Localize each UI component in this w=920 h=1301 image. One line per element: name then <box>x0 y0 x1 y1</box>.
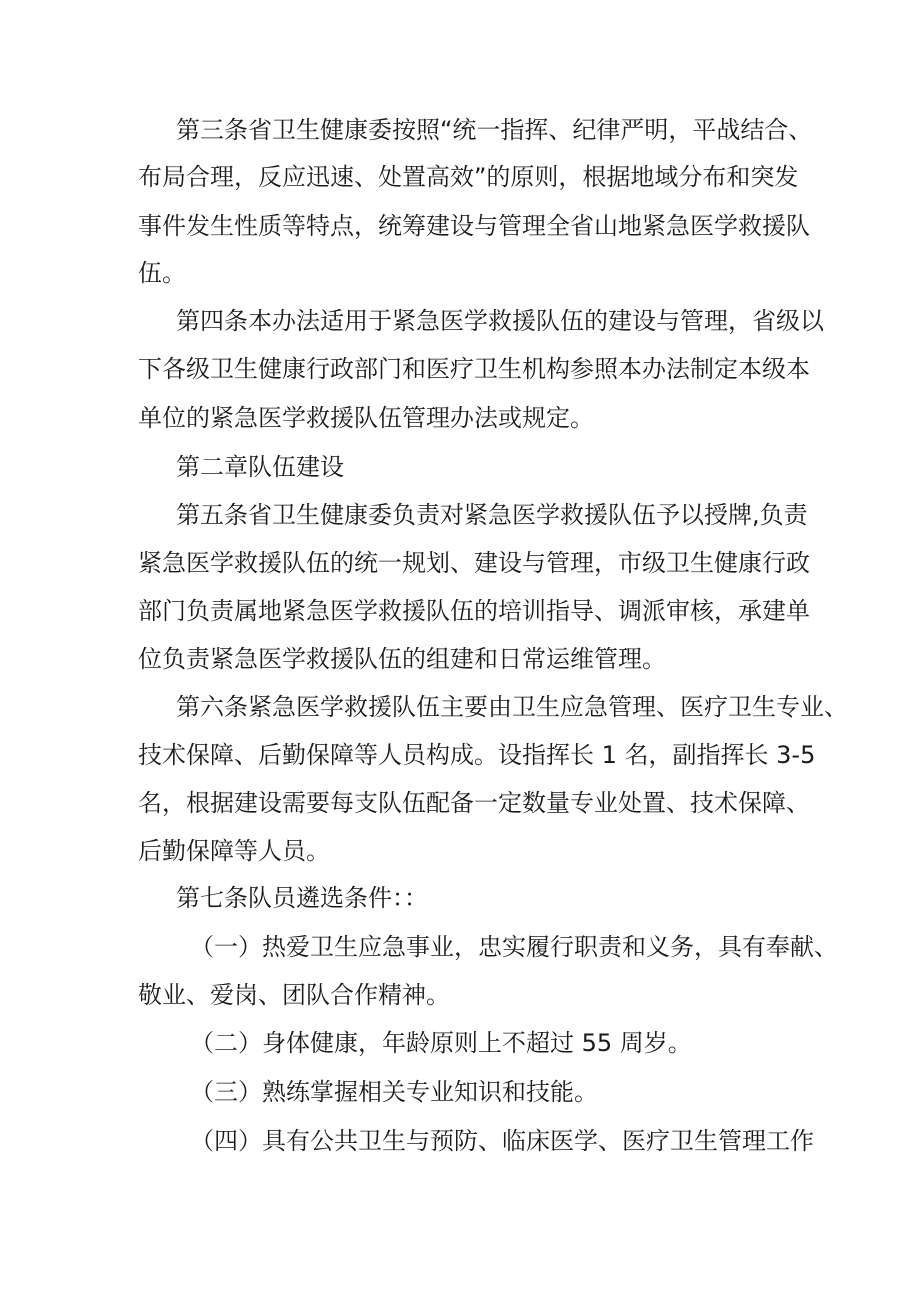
condition-1-line-2: 敬业、爱岗、团队合作精神。 <box>138 981 450 1009</box>
article-5-line-1: 第五条省卫生健康委负责对紧急医学救援队伍予以授牌,负责 <box>176 501 808 529</box>
article-6-line-4: 后勤保障等人员。 <box>138 837 330 865</box>
article-3-line-2: 布局合理，反应迅速、处置高效”的原则，根据地域分布和突发 <box>138 163 799 191</box>
article-6-line-1: 第六条紧急医学救援队伍主要由卫生应急管理、医疗卫生专业、 <box>176 693 848 721</box>
article-5-line-3: 部门负责属地紧急医学救援队伍的培训指导、调派审核，承建单 <box>138 597 810 625</box>
condition-2: （二）身体健康，年龄原则上不超过 55 周岁。 <box>190 1029 692 1057</box>
chapter-2-heading: 第二章队伍建设 <box>176 453 344 481</box>
article-6-line-2: 技术保障、后勤保障等人员构成。设指挥长 1 名，副指挥长 3-5 <box>138 741 816 769</box>
article-7-heading: 第七条队员遴选条件：： <box>176 884 428 912</box>
article-4-line-3: 单位的紧急医学救援队伍管理办法或规定。 <box>138 404 594 432</box>
article-3-line-1: 第三条省卫生健康委按照“统一指挥、纪律严明，平战结合、 <box>176 116 813 144</box>
article-5-line-2: 紧急医学救援队伍的统一规划、建设与管理，市级卫生健康行政 <box>138 549 810 577</box>
article-4-line-2: 下各级卫生健康行政部门和医疗卫生机构参照本办法制定本级本 <box>138 355 810 383</box>
article-3-line-3: 事件发生性质等特点，统筹建设与管理全省山地紧急医学救援队 <box>138 212 810 240</box>
article-5-line-4: 位负责紧急医学救援队伍的组建和日常运维管理。 <box>138 645 666 673</box>
condition-3: （三）熟练掌握相关专业知识和技能。 <box>190 1078 598 1106</box>
article-3-line-4: 伍。 <box>138 259 186 287</box>
condition-4: （四）具有公共卫生与预防、临床医学、医疗卫生管理工作 <box>190 1127 814 1155</box>
condition-1-line-1: （一）热爱卫生应急事业，忠实履行职责和义务，具有奉献、 <box>190 933 838 961</box>
article-4-line-1: 第四条本办法适用于紧急医学救援队伍的建设与管理，省级以 <box>176 307 824 335</box>
article-6-line-3: 名，根据建设需要每支队伍配备一定数量专业处置、技术保障、 <box>138 789 810 817</box>
